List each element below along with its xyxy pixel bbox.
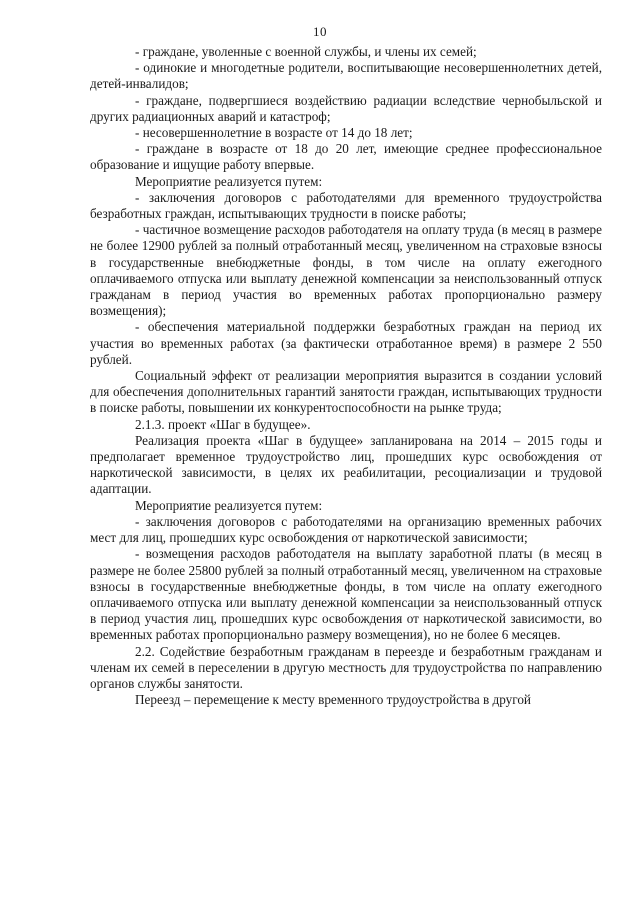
document-body xyxy=(90,44,602,708)
paragraph: - обеспечения материальной поддержки безработных граждан на период их участия во временных работах (за фактически отработанное время) в размере 2 550 рублей. xyxy=(90,319,602,367)
paragraph: - заключения договоров с работодателями для временного трудоустройства безработных граждан, испытывающих трудности в поиске работы; xyxy=(90,189,602,222)
paragraph: Социальный эффект от реализации мероприятия выразится в создании условий для обеспечения дополнительных гарантий занятости граждан, испытывающих трудности в поиске работы, повышении их конкурентоспособности на рынке труда; xyxy=(90,368,602,416)
paragraph: - заключения договоров с работодателями на организацию временных рабочих мест для лиц, прошедших курс освобождения от наркотической зависимости; xyxy=(90,513,602,546)
paragraph: - частичное возмещение расходов работодателя на оплату труда (в месяц в размере не более 12900 рублей за полный отработанный месяц, увеличенном на страховые взносы в государственные внебюджетные фонды, в том числе на оплату ежегодного оплачиваемого отпуска или выплату денежной компенсации за неиспользованный отпуск гражданам в период участия во временных работах пропорционально размеру возмещения); xyxy=(90,222,602,319)
paragraph: Мероприятие реализуется путем: xyxy=(135,497,323,513)
page-number: 10 xyxy=(313,24,327,39)
paragraph: - несовершеннолетние в возрасте от 14 до 18 лет; xyxy=(135,125,413,141)
paragraph: Реализация проекта «Шаг в будущее» запланирована на 2014 – 2015 годы и предполагает временное трудоустройство лиц, прошедших курс освобождения от наркотической зависимости, в целях их реабилитации, ресоциализации и трудовой адаптации. xyxy=(90,432,602,497)
paragraph: - граждане в возрасте от 18 до 20 лет, имеющие среднее профессиональное образование и ищущие работу впервые. xyxy=(90,141,602,173)
paragraph: Мероприятие реализуется путем: xyxy=(135,173,323,189)
paragraph: - граждане, подвергшиеся воздействию радиации вследствие чернобыльской и других радиационных аварий и катастроф; xyxy=(90,92,602,124)
paragraph: Переезд – перемещение к месту временного трудоустройства в другой xyxy=(135,692,531,708)
paragraph: - одинокие и многодетные родители, воспитывающие несовершеннолетних детей, детей-инвалидов; xyxy=(90,60,602,92)
paragraph: - возмещения расходов работодателя на выплату заработной платы (в месяц в размере не более 25800 рублей за полный отработанный месяц, увеличенном на страховые взносы в государственные внебюджетные фонды, в том числе на оплату ежегодного оплачиваемого отпуска или выплату денежной компенсации за неиспользованный отпуск в период участия лиц, прошедших курс освобождения от наркотической зависимости, во временных работах пропорционально размеру возмещения), но не более 6 месяцев. xyxy=(90,546,602,643)
paragraph: 2.2. Содействие безработным гражданам в переезде и безработным гражданам и членам их семей в переселении в другую местность для трудоустройства по направлению органов службы занятости. xyxy=(90,643,602,691)
paragraph: - граждане, уволенные с военной службы, и члены их семей; xyxy=(135,44,477,59)
paragraph: 2.1.3. проект «Шаг в будущее». xyxy=(135,416,311,432)
